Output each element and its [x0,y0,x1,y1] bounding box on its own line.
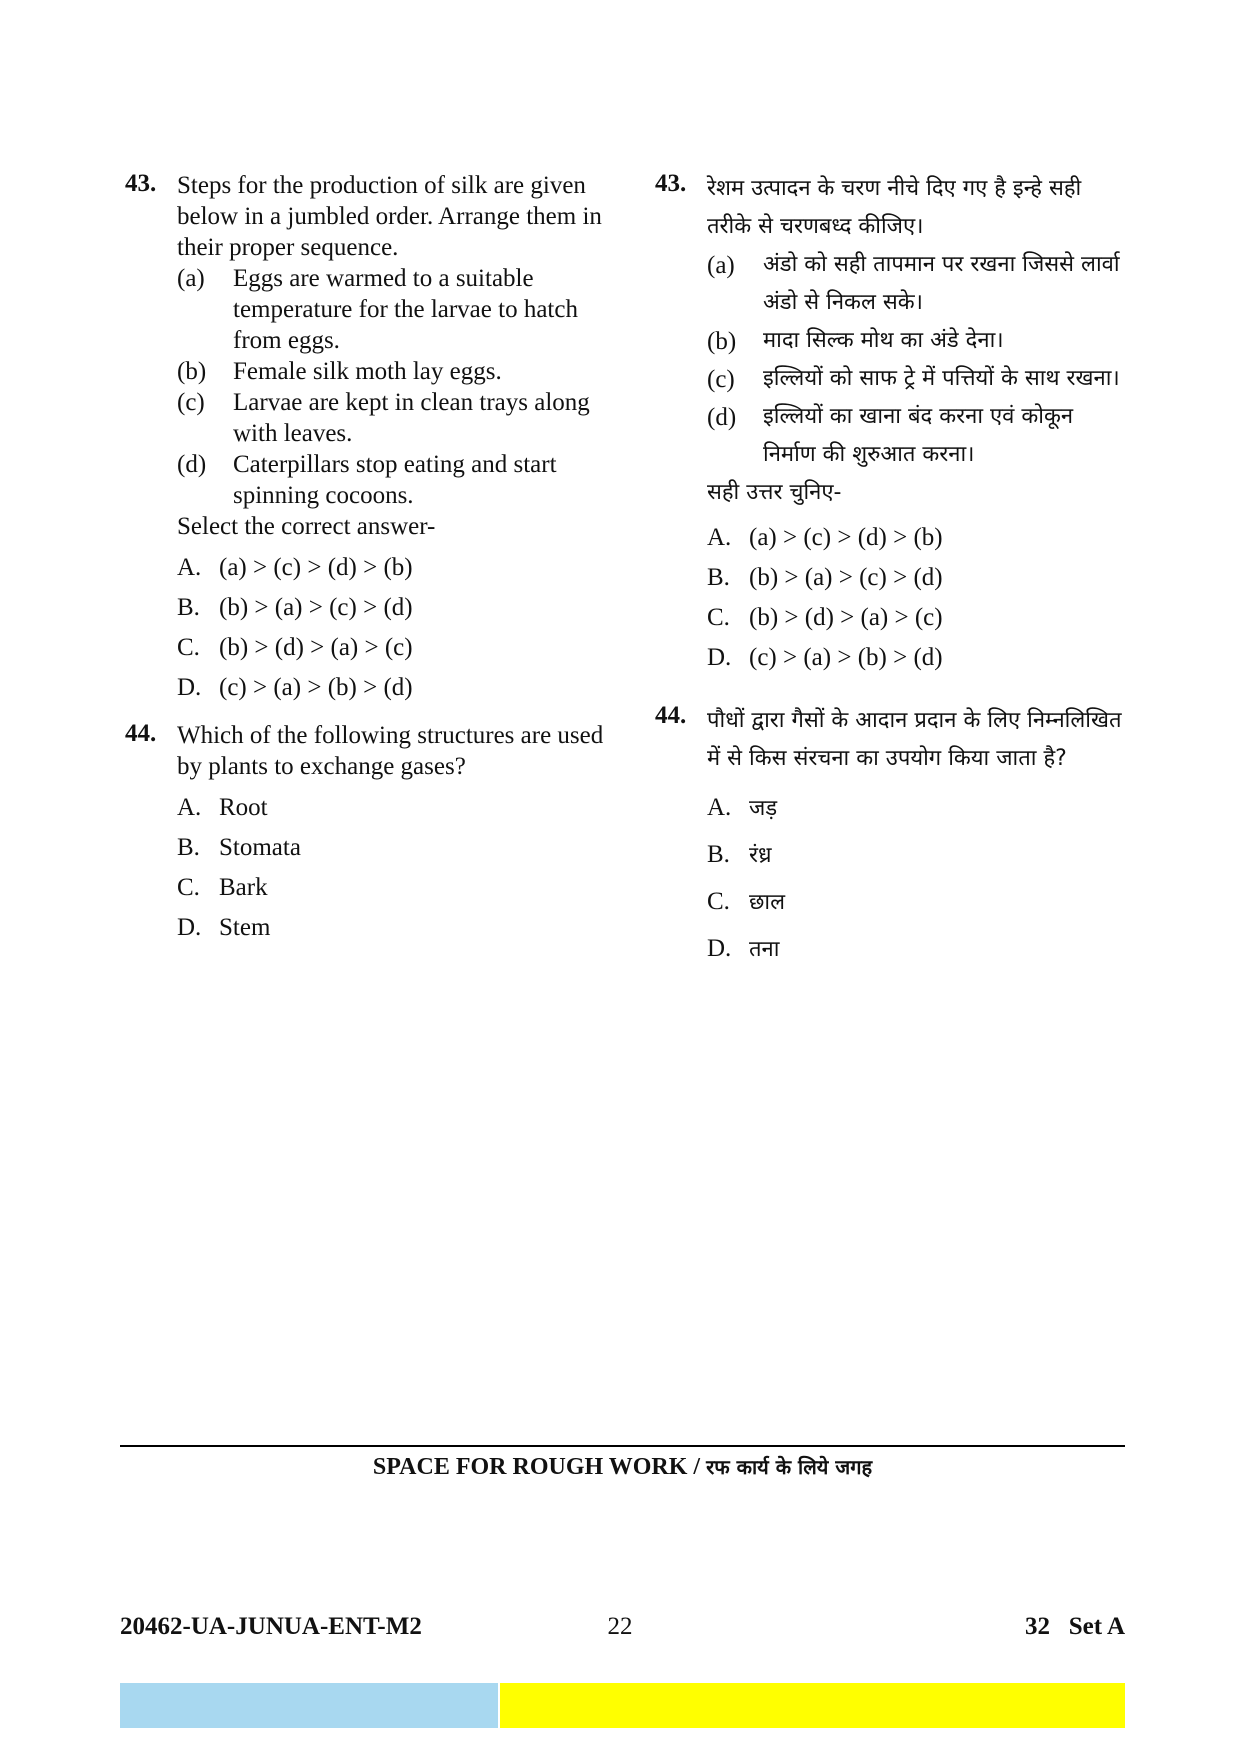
option-text: (b) > (a) > (c) > (d) [219,594,413,621]
option-d[interactable] [707,925,1125,972]
option-list [707,518,1125,678]
option-label: D. [707,935,732,962]
statement-text: Eggs are warmed to a suitable temperature for the larvae to hatch from eggs. [233,265,578,354]
option-text: (b) > (d) > (a) > (c) [219,634,413,661]
statement-text: इल्लियों को साफ ट्रे में पत्तियों के साथ रखना। [763,366,1120,391]
option-a[interactable] [177,788,605,828]
option-label: C. [177,874,200,901]
statement-list [177,263,605,511]
set-label: 32 Set A [1025,1613,1125,1640]
option-label: A. [707,794,732,821]
question-text: रेशम उत्पादन के चरण नीचे दिए गए है इन्हे सही तरीके से चरणबध्द कीजिए। [707,176,1082,239]
statement-text: Female silk moth lay eggs. [233,358,502,385]
question-number: 43. [125,170,157,197]
rough-work-divider [120,1445,1125,1447]
statement-label: (c) [177,389,205,416]
option-b[interactable] [177,828,605,868]
option-label: B. [707,564,730,591]
color-bar-blue [120,1683,498,1728]
option-label: C. [177,634,200,661]
option-c[interactable] [707,878,1125,925]
option-text: रंध्र [749,843,772,868]
option-text: जड़ [749,796,778,821]
option-label: A. [707,524,732,551]
option-a[interactable] [707,784,1125,831]
statement-item [707,322,1125,360]
option-text: (a) > (c) > (d) > (b) [749,524,943,551]
option-label: B. [707,841,730,868]
option-c[interactable] [177,628,605,668]
statement-label: (b) [177,358,207,385]
option-a[interactable] [177,548,605,588]
option-list [707,784,1125,972]
statement-item [177,263,605,356]
option-text: तना [749,937,780,962]
question-44-hi [655,702,1125,972]
option-label: D. [177,674,202,701]
option-text: Stomata [219,834,301,861]
statement-item [707,398,1125,474]
rough-work-label-en: SPACE FOR ROUGH WORK / [372,1454,707,1480]
option-b[interactable] [177,588,605,628]
select-prompt: Select the correct answer- [177,513,436,540]
option-text: Bark [219,874,268,901]
question-number: 44. [655,702,687,729]
statement-list [707,246,1125,474]
option-label: B. [177,834,200,861]
statement-label: (d) [177,451,207,478]
option-list [177,548,605,708]
option-b[interactable] [707,558,1125,598]
hindi-column [655,170,1125,972]
statement-label: (a) [707,252,735,279]
option-d[interactable] [707,638,1125,678]
option-label: D. [707,644,732,671]
statement-item [177,449,605,511]
option-label: D. [177,914,202,941]
option-d[interactable] [177,908,605,948]
question-text: Which of the following structures are used by plants to exchange gases? [177,722,604,780]
page-number: 22 [607,1613,633,1640]
question-43-en [125,170,605,708]
option-label: A. [177,554,202,581]
option-text: छाल [749,890,786,915]
statement-item [177,356,605,387]
color-bar-yellow [500,1683,1125,1728]
statement-item [707,246,1125,322]
statement-text: Caterpillars stop eating and start spinning cocoons. [233,451,557,509]
option-label: C. [707,604,730,631]
option-text: (c) > (a) > (b) > (d) [219,674,413,701]
statement-label: (d) [707,404,737,431]
option-d[interactable] [177,668,605,708]
statement-text: मादा सिल्क मोथ का अंडे देना। [763,328,1004,353]
option-label: C. [707,888,730,915]
statement-label: (b) [707,328,737,355]
option-list [177,788,605,948]
question-44-en [125,720,605,948]
option-text: (c) > (a) > (b) > (d) [749,644,943,671]
select-prompt: सही उत्तर चुनिए- [707,480,842,505]
statement-item [177,387,605,449]
statement-label: (a) [177,265,205,292]
statement-text: इल्लियों का खाना बंद करना एवं कोकून निर्माण की शुरुआत करना। [763,404,1074,467]
option-c[interactable] [707,598,1125,638]
option-text: Root [219,794,268,821]
question-text: पौधों द्वारा गैसों के आदान प्रदान के लिए निम्नलिखित में से किस संरचना का उपयोग किया जाता है? [707,708,1122,771]
paper-code: 20462-UA-JUNUA-ENT-M2 [120,1613,422,1640]
question-43-hi [655,170,1125,678]
rough-work-label-hi: रफ कार्य के लिये जगह [706,1455,873,1479]
english-column [125,170,605,948]
option-label: B. [177,594,200,621]
question-number: 43. [655,170,687,197]
statement-text: अंडो को सही तापमान पर रखना जिससे लार्वा अंडो से निकल सके। [763,252,1120,315]
statement-label: (c) [707,366,735,393]
option-a[interactable] [707,518,1125,558]
option-text: (b) > (d) > (a) > (c) [749,604,943,631]
option-text: (b) > (a) > (c) > (d) [749,564,943,591]
option-c[interactable] [177,868,605,908]
statement-text: Larvae are kept in clean trays along with leaves. [233,389,590,447]
option-text: Stem [219,914,271,941]
option-text: (a) > (c) > (d) > (b) [219,554,413,581]
option-label: A. [177,794,202,821]
option-b[interactable] [707,831,1125,878]
statement-item [707,360,1125,398]
question-text: Steps for the production of silk are given below in a jumbled order. Arrange them in their proper sequence. [177,172,602,261]
question-number: 44. [125,720,157,747]
rough-work-heading [120,1453,1125,1481]
